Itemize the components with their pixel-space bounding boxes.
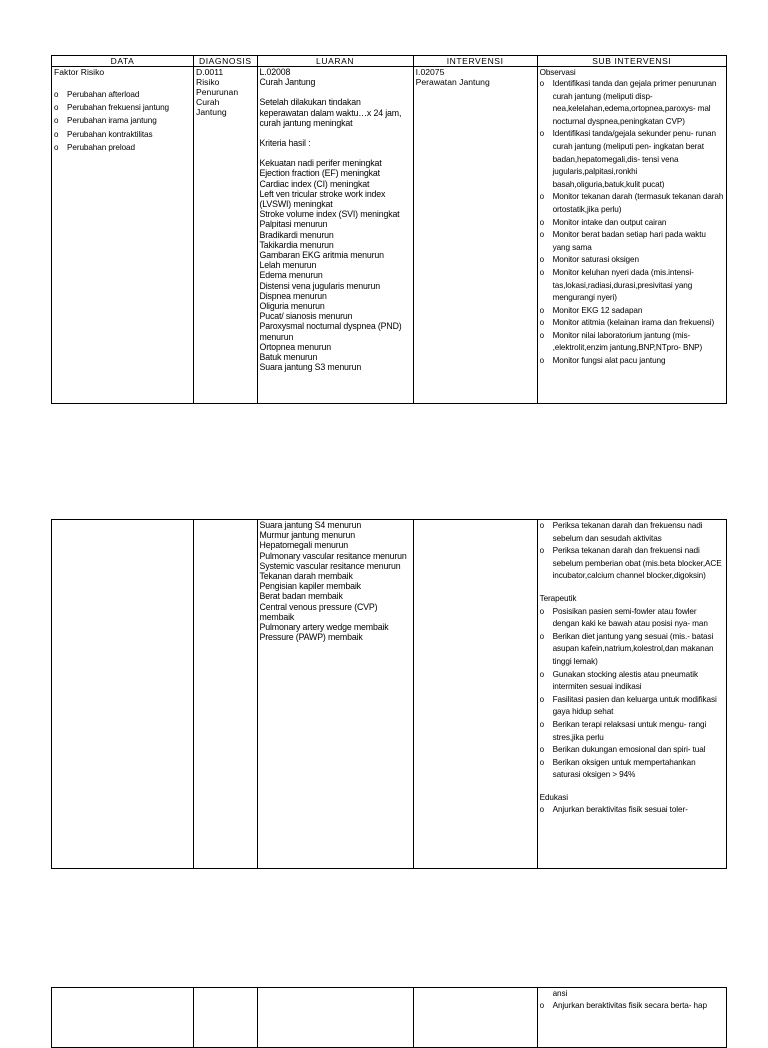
kriteria-item: Pulmonary artery wedge membaik Pressure (PAWP) membaik [259, 622, 389, 643]
intervensi-title: Perawatan Jantung [415, 77, 490, 87]
list-item: o Monitor atitmia (kelainan irama dan frekuensi) [540, 317, 724, 330]
list-item: o Gunakan stocking alestis atau pneumatik intermiten sesuai indikasi [540, 669, 724, 694]
intervensi-cell [413, 988, 537, 1048]
section-heading-observasi: Observasi [539, 68, 576, 77]
list-item: o Monitor EKG 12 sadapan [540, 305, 724, 318]
continued-text: ansi [552, 989, 568, 998]
sub-intervensi-cell [537, 67, 726, 404]
list-item: o Berikan oksigen untuk mempertahankan saturasi oksigen > 94% [540, 757, 724, 782]
list-item: o Posisikan pasien semi-fowler atau fowler dengan kaki ke bawah atau posisi nya- man [540, 606, 724, 631]
kriteria-item: Gambaran EKG aritmia menurun [259, 250, 384, 261]
kriteria-item: Takikardia menurun [259, 239, 334, 250]
header-data: DATA [52, 56, 194, 67]
kriteria-item: Kekuatan nadi perifer meningkat [259, 158, 382, 169]
list-item: o Monitor berat badan setiap hari pada waktu yang sama [540, 229, 724, 254]
list-item: o Monitor tekanan darah (termasuk tekanan darah ortostatik,jika perlu) [540, 191, 724, 216]
list-item: o Identifikasi tanda dan gejala primer penurunan curah jantung (meliputi disp- nea,kelelahan,edema,ortopnea,paroxys- mal nocturnal dyspnea,peningkatan CVP) [540, 78, 724, 128]
kriteria-item: Oliguria menurun [259, 301, 325, 312]
kriteria-item: Pucat/ sianosis menurun [259, 311, 353, 322]
diagnosis-line: Curah [196, 97, 220, 107]
observasi-list [540, 78, 724, 368]
list-item: o Perubahan irama jantung [54, 114, 191, 127]
kriteria-item: Left ven tricular stroke work index (LVSWI) meningkat [259, 188, 386, 210]
kriteria-item: Berat badan membaik [259, 591, 343, 602]
list-item: o Monitor nilai laboratorium jantung (mis- ,elektrolit,enzim jantung,BNP,NTpro- BNP) [540, 330, 724, 355]
care-plan-table-page-1 [51, 55, 727, 404]
observasi-list [540, 520, 724, 583]
section-heading-edukasi: Edukasi [539, 792, 569, 802]
luaran-cell [257, 520, 413, 869]
diagnosis-line: Risiko [196, 77, 220, 87]
kriteria-item: Batuk menurun [259, 352, 318, 363]
list-item: o Berikan dukungan emosional dan spiri- tual [540, 744, 724, 757]
sub-intervensi-cell [537, 988, 726, 1048]
kriteria-item: Bradikardi menurun [259, 229, 334, 240]
kriteria-item: Suara jantung S3 menurun [259, 362, 362, 373]
edukasi-list [540, 1000, 724, 1012]
list-item: o Monitor saturasi oksigen [540, 254, 724, 267]
kriteria-item: Hepatomegali menurun [259, 540, 348, 551]
kriteria-item: Tekanan darah membaik [259, 571, 353, 582]
kriteria-item: Stroke volume index (SVI) meningkat [259, 209, 400, 220]
kriteria-item: Ortopnea menurun [259, 341, 331, 352]
kriteria-item: Pengisian kapiler membaik [259, 581, 361, 592]
list-item: o Berikan terapi relaksasi untuk mengu- rangi stres,jika perlu [540, 719, 724, 744]
terapeutik-list [540, 606, 724, 782]
diagnosis-line: D.0011 [196, 67, 224, 77]
edukasi-list [540, 804, 724, 817]
header-diagnosis: DIAGNOSIS [194, 56, 257, 67]
data-cell [52, 988, 194, 1048]
kriteria-item: Distensi vena jugularis menurun [259, 280, 381, 291]
data-cell [52, 520, 194, 869]
luaran-cell [257, 988, 413, 1048]
intervensi-cell [413, 67, 537, 404]
data-cell [52, 67, 194, 404]
section-heading-terapeutik: Terapeutik [539, 593, 577, 603]
luaran-code: L.02008 [259, 67, 291, 77]
kriteria-item: Cardiac index (CI) meningkat [259, 178, 370, 189]
kriteria-item: Edema menurun [259, 270, 323, 281]
luaran-statement: Setelah dilakukan tindakan keperawatan dalam waktu…x 24 jam, curah jantung meningkat [259, 97, 402, 128]
list-item: o Periksa tekanan darah dan frekuensi nadi sebelum pemberian obat (mis.beta blocker,ACE incubator,calcium channel blocker,digoksin) [540, 545, 724, 583]
diagnosis-line: Jantung [196, 107, 227, 117]
list-item: o Anjurkan beraktivitas fisik sesuai toler- [540, 804, 724, 817]
kriteria-item: Dispnea menurun [259, 290, 327, 301]
kriteria-item: Murmur jantung menurun [259, 530, 355, 541]
list-item: o Perubahan afterload [54, 88, 191, 101]
table-row [52, 988, 727, 1048]
data-title: Faktor Risiko [54, 67, 105, 77]
list-item: o Perubahan frekuensi jantung [54, 101, 191, 114]
diagnosis-cell [194, 988, 257, 1048]
list-item: o Identifikasi tanda/gejala sekunder penu- runan curah jantung (meliputi pen- ingkatan berat badan,hepatomegali,dis- tensi vena jugularis,palpitasi,ronkhi basah,oliguria,batuk,kulit pucat) [540, 128, 724, 191]
kriteria-item: Palpitasi menurun [259, 219, 328, 230]
sub-intervensi-cell [537, 520, 726, 869]
kriteria-item: Systemic vascular resitance menurun [259, 560, 401, 571]
kriteria-item: Paroxysmal nocturnal dyspnea (PND) menurun [259, 321, 402, 342]
list-item: o Anjurkan beraktivitas fisik secara berta- hap [540, 1000, 724, 1012]
list-item: o Perubahan preload [54, 141, 191, 154]
table-row [52, 67, 727, 404]
list-item: o Monitor fungsi alat pacu jantung [540, 355, 724, 368]
kriteria-label: Kriteria hasil : [259, 138, 311, 149]
header-sub-intervensi: SUB INTERVENSI [537, 56, 726, 67]
diagnosis-cell [194, 67, 257, 404]
table-row [52, 520, 727, 869]
kriteria-item: Lelah menurun [259, 260, 317, 271]
kriteria-item: Central venous pressure (CVP) membaik [259, 601, 378, 622]
care-plan-table-page-2 [51, 519, 727, 869]
list-item: o Fasilitasi pasien dan keluarga untuk modifikasi gaya hidup sehat [540, 694, 724, 719]
list-item: o Berikan diet jantung yang sesuai (mis.- batasi asupan kafein,natrium,kolestrol,dan makanan tinggi lemak) [540, 631, 724, 669]
luaran-title: Curah Jantung [259, 77, 316, 88]
kriteria-item: Suara jantung S4 menurun [259, 520, 362, 530]
list-item: o Monitor intake dan output cairan [540, 217, 724, 230]
diagnosis-cell [194, 520, 257, 869]
data-list [54, 88, 191, 154]
table-header-row [52, 56, 727, 67]
care-plan-table-page-3 [51, 987, 727, 1048]
intervensi-cell [413, 520, 537, 869]
diagnosis-line: Penurunan [196, 87, 239, 97]
luaran-cell [257, 67, 413, 404]
list-item: o Monitor keluhan nyeri dada (mis.intensi- tas,lokasi,radiasi,durasi,presivitasi yang mengurangi nyeri) [540, 267, 724, 305]
kriteria-item: Ejection fraction (EF) meningkat [259, 168, 380, 179]
list-item: o Periksa tekanan darah dan frekuensu nadi sebelum dan sesudah aktivitas [540, 520, 724, 545]
intervensi-code: I.02075 [415, 67, 445, 77]
header-intervensi: INTERVENSI [413, 56, 537, 67]
list-item: o Perubahan kontraktilitas [54, 128, 191, 141]
kriteria-item: Pulmonary vascular resitance menurun [259, 550, 407, 561]
header-luaran: LUARAN [257, 56, 413, 67]
